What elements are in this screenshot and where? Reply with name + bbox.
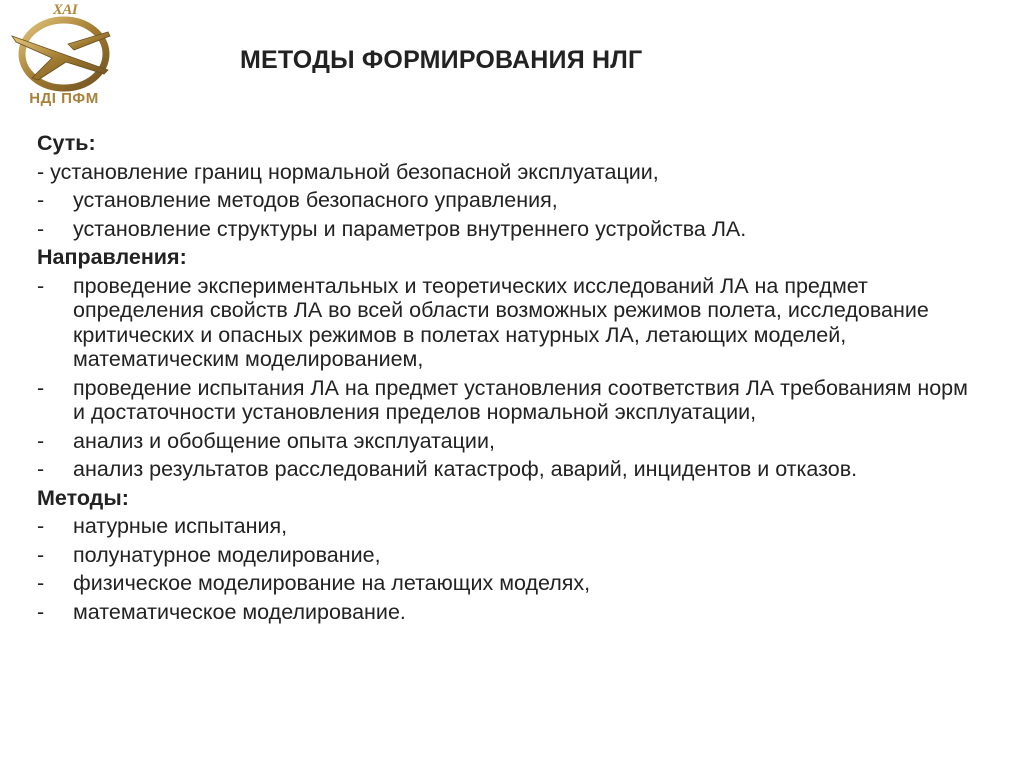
list-item [37,429,977,454]
list-item [37,600,977,625]
list-dash: - [37,375,45,400]
list-dash: - [37,216,45,241]
list-item-text: анализ и обобщение опыта эксплуатации, [73,428,495,453]
list-item-text: натурные испытания, [73,514,288,538]
list-dash: - [37,599,45,624]
list-item [37,188,977,213]
list-dash: - [37,542,45,567]
list-item-text: проведение экспериментальных и теоретических исследований ЛА на предмет определения свойств ЛА во всей области возможных режимов полета, исследование критических и опасных режимов в полетах натурных ЛА, летающих моделей, математическим моделированием, [73,273,929,371]
essence-first-line: - установление границ нормальной безопасной эксплуатации, [37,159,659,184]
list-item [37,571,977,596]
list-dash: - [37,514,45,538]
list-item-text: установление методов безопасного управления, [73,188,558,212]
list-item-text: установление структуры и параметров внутреннего устройства ЛА. [73,216,747,241]
aircraft-emblem-icon [8,14,118,94]
list-item-text: анализ результатов расследований катастроф, аварий, инцидентов и отказов. [73,457,858,481]
page-title: МЕТОДЫ ФОРМИРОВАНИЯ НЛГ [240,46,643,74]
methods-heading: Методы: [37,485,129,510]
list-dash: - [37,571,45,595]
list-dash: - [37,273,45,298]
list-item-text: математическое моделирование. [73,599,406,624]
logo-top-text: ХАІ [52,2,78,18]
list-item-text: полунатурное моделирование, [73,542,381,567]
slide-body [37,131,977,628]
logo-bottom-text: НДІ ПФМ [29,90,99,107]
essence-heading: Суть: [37,131,96,155]
list-dash: - [37,428,45,453]
list-item [37,514,977,539]
list-dash: - [37,457,45,481]
directions-heading: Направления: [37,245,187,269]
list-item-text: проведение испытания ЛА на предмет установления соответствия ЛА требованиям норм и достаточности установления пределов нормальной эксплуатации, [73,375,968,424]
list-dash: - [37,188,45,212]
list-item-text: физическое моделирование на летающих моделях, [73,571,591,595]
logo [8,0,118,115]
list-item [37,457,977,482]
list-item [37,217,977,242]
list-item [37,376,977,425]
list-item [37,274,977,372]
list-item [37,543,977,568]
